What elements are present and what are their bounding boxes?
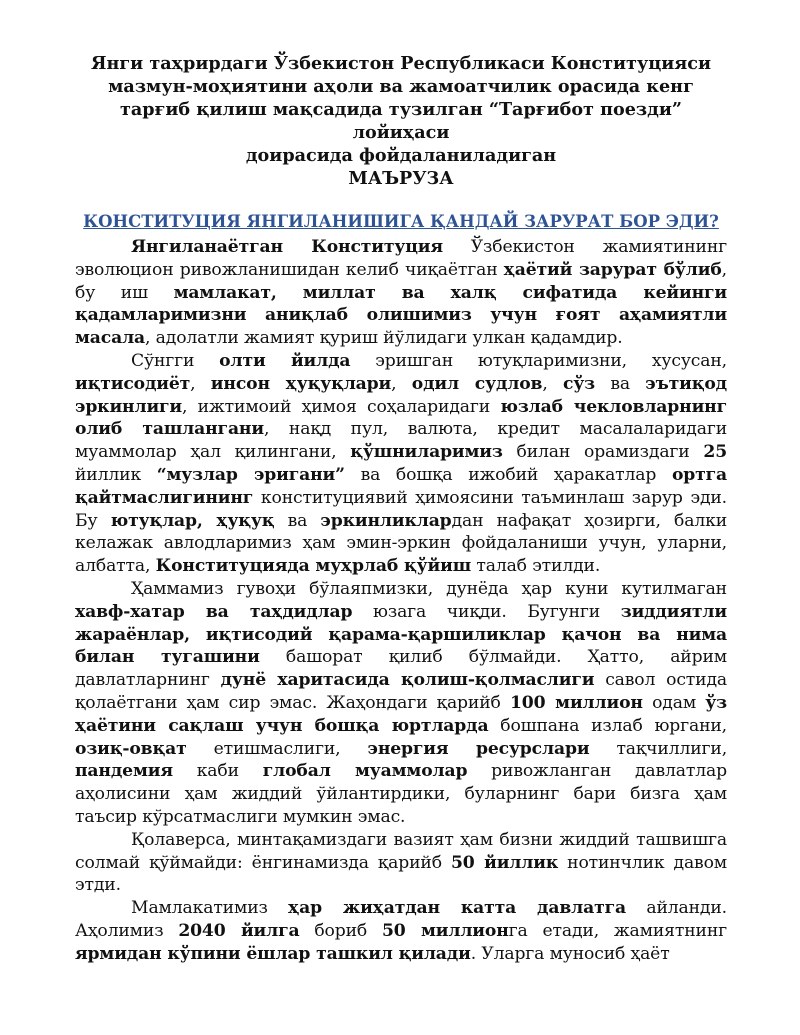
text-run: Сўнгги xyxy=(131,350,220,371)
text-run: каби xyxy=(172,761,263,782)
header-title: МАЪРУЗА xyxy=(348,168,454,189)
text-run: билан орамиздаги xyxy=(502,442,704,463)
bold-run: пандемия xyxy=(75,761,173,782)
text-run: , ижтимоий ҳимоя соҳаларидаги xyxy=(182,396,501,417)
text-run: бориб xyxy=(299,920,382,941)
document-header xyxy=(75,52,727,190)
text-run: башорат қилиб бўлмайди. Ҳатто, айрим давлатларнинг xyxy=(75,647,727,691)
text-run: га етади, жамиятнинг xyxy=(508,920,727,941)
text-run: эришган ютуқларимизни, хусусан, xyxy=(350,350,727,371)
text-run: , бу иш xyxy=(75,259,727,303)
bold-run: энергия ресурслари xyxy=(367,738,590,759)
text-run: , xyxy=(190,373,211,394)
bold-run: ўз ҳаётини сақлаш учун бошқа юртларда xyxy=(75,692,727,736)
bold-run: 50 йиллик xyxy=(450,852,559,873)
bold-run: озиқ-овқат xyxy=(75,738,187,759)
text-run: савол остида қолаётгани ҳам сир эмас. Жаҳондаги қарийб xyxy=(75,670,727,713)
text-run: Ҳаммамиз гувоҳи бўлаяпмизки, дунёда ҳар куни кутилмаган xyxy=(131,578,727,599)
text-run: . Уларга муносиб ҳаёт xyxy=(470,943,670,964)
bold-run: хавф-хатар ва таҳдидлар xyxy=(75,601,353,622)
text-run: Ўзбекистон жамиятининг эволюцион ривожланишидан келиб чиқаётган xyxy=(75,237,727,280)
text-run: , xyxy=(542,373,563,394)
text-run: , нақд пул, валюта, кредит масалаларидаги муаммолар ҳал қилингани, xyxy=(75,419,727,463)
bold-run: 25 xyxy=(703,442,728,463)
paragraph xyxy=(75,578,727,829)
text-run: ва xyxy=(274,510,321,531)
text-run: нотинчлик давом этди. xyxy=(75,852,728,896)
bold-run: эътиқод эркинлиги xyxy=(75,373,727,417)
bold-run: Конституцияда муҳрлаб қўйиш xyxy=(155,556,472,577)
text-run: ва xyxy=(595,373,646,394)
text-run: етишмаслиги, xyxy=(186,738,368,759)
paragraph xyxy=(75,897,727,965)
bold-run: сўз xyxy=(563,373,595,394)
text-run: айланди. Аҳолимиз xyxy=(75,898,727,941)
text-run: Мамлакатимиз xyxy=(131,898,289,919)
bold-run: қўшниларимиз xyxy=(350,442,503,463)
bold-run: ортга қайтмаслигининг xyxy=(75,464,728,508)
text-run: талаб этилди. xyxy=(471,556,601,577)
text-run: ривожланган давлатлар аҳолисини ҳам жиддий ўйлантирдики, буларнинг бари бизга ҳам таъсир кўрсатмаслиги мумкин эмас. xyxy=(75,761,727,827)
header-line: Янги таҳрирдаги Ўзбекистон Республикаси Конституцияси xyxy=(90,53,712,74)
paragraph xyxy=(75,236,727,350)
bold-run: 50 миллион xyxy=(381,920,509,941)
text-run: одам xyxy=(642,692,706,713)
bold-run: ҳар жиҳатдан катта давлатга xyxy=(288,898,626,919)
text-run: тақчиллиги, xyxy=(589,738,728,759)
document-page xyxy=(75,52,727,966)
bold-run: 2040 йилга xyxy=(178,920,300,941)
header-line: тарғиб қилиш мақсадида тузилган “Тарғибот поезди” лойиҳаси xyxy=(119,99,683,143)
text-run: ва бошқа ижобий ҳаракатлар xyxy=(344,464,672,485)
text-run: конституциявий ҳимоясини таъминлаш зарур эди. Бу xyxy=(75,487,727,531)
bold-run: ҳаётий зарурат бўлиб xyxy=(503,259,722,280)
text-run: йиллик xyxy=(75,464,157,485)
text-run: , адолатли жамият қуриш йўлидаги улкан қадамдир. xyxy=(145,328,623,349)
bold-run: зиддиятли жараёнлар, иқтисодий қарама-қаршиликлар қачон ва нима билан тугашини xyxy=(75,601,727,668)
bold-run: юзлаб чекловларнинг олиб ташлангани xyxy=(75,396,727,440)
bold-run: Янгиланаётган Конституция xyxy=(131,237,443,257)
header-line: мазмун-моҳиятини аҳоли ва жамоатчилик орасида кенг xyxy=(108,76,694,97)
bold-run: мамлакат, миллат ва халқ сифатида кейинги қадамларимизни аниқлаб олишимиз учун ғоят аҳамиятли масала xyxy=(75,282,727,349)
text-run: бошпана излаб юргани, xyxy=(488,715,728,736)
text-run: юзага чиқди. Бугунги xyxy=(352,601,621,622)
bold-run: эркинликлар xyxy=(320,510,452,531)
section-title: КОНСТИТУЦИЯ ЯНГИЛАНИШИГА ҚАНДАЙ ЗАРУРАТ БОР ЭДИ? xyxy=(83,212,719,231)
bold-run: 100 миллион xyxy=(509,692,643,713)
bold-run: дунё харитасида қолиш-қолмаслиги xyxy=(220,670,595,691)
paragraph xyxy=(75,829,727,897)
body-text xyxy=(75,236,727,966)
bold-run: иқтисодиёт xyxy=(75,373,191,394)
bold-run: инсон ҳуқуқлари xyxy=(210,373,392,394)
paragraph xyxy=(75,350,727,578)
bold-run: ярмидан кўпини ёшлар ташкил қилади xyxy=(75,943,471,964)
bold-run: глобал муаммолар xyxy=(262,761,468,782)
bold-run: ютуқлар, ҳуқуқ xyxy=(110,510,275,531)
bold-run: олти йилда xyxy=(219,350,351,371)
text-run: , xyxy=(391,373,412,394)
bold-run: одил судлов xyxy=(411,373,543,394)
header-line: доирасида фойдаланиладиган xyxy=(245,145,557,166)
bold-run: “музлар эригани” xyxy=(156,464,345,485)
text-run: дан нафақат ҳозирги, балки келажак авлодларимиз ҳам эмин-эркин фойдаланиши учун, уларни, албатта, xyxy=(75,510,727,577)
text-run: Қолаверса, минтақамиздаги вазият ҳам бизни жиддий ташвишга солмай қўймайди: ёнгинамизда қарийб xyxy=(75,829,727,873)
